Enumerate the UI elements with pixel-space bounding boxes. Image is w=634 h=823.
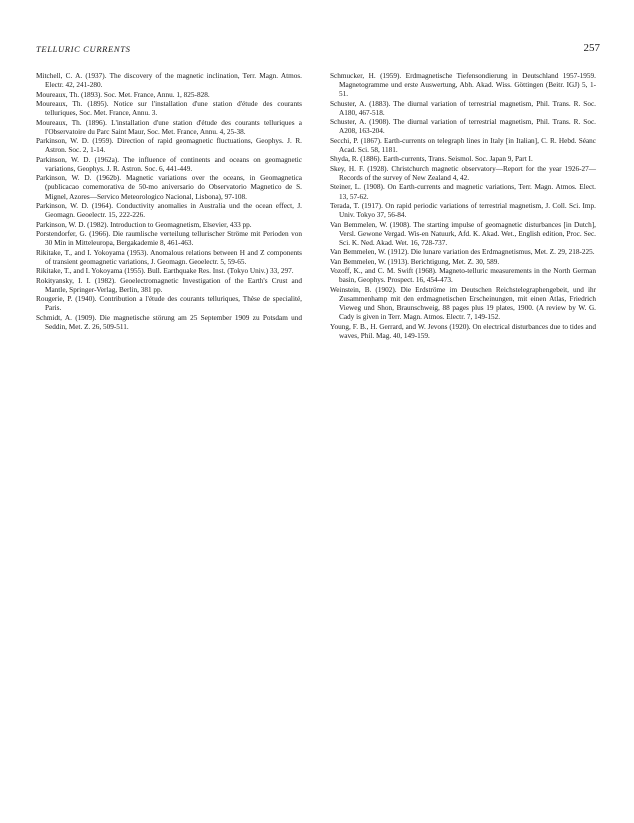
reference-entry: Schuster, A. (1908). The diurnal variation of terrestrial magnetism, Phil. Trans. R. Soc. A208, 163-204. [330,118,596,136]
reference-entry: Van Bemmelen, W. (1912). Die lunare variation des Erdmagnetismus, Met. Z. 29, 218-225. [330,248,595,257]
reference-entry: Schmidt, A. (1909). Die magnetische störung am 25 September 1909 zu Potsdam und Seddin, Met. Z. 26, 509-511. [36,313,302,331]
reference-entry: Van Bemmelen, W. (1908). The starting impulse of geomagnetic disturbances [in Dutch], Versl. Gewone Vergad. Wis-en Natuurk, Afd. K. Akad. Wet., English edition, Proc. Sec. Sci. K. Ned. Akad. Wet. 16, 728-737. [330,220,596,247]
reference-entry: Rikitake, T., and I. Yokoyama (1955). Bull. Earthquake Res. Inst. (Tokyo Univ.) 33, 297. [36,267,294,276]
reference-entry: Parkinson, W. D. (1962b). Magnetic variations over the oceans, in Geomagnetica (publicacao comemorativa de 50-mo aniversario do Observatorio Magnetico de S. Mignel, Azores—Servico Meteorologico Nacional, Lisbona), 97-108. [36,174,302,201]
reference-entry: Young, F. B., H. Gerrard, and W. Jevons (1920). On electrical disturbances due to tides and waves, Phil. Mag. 40, 149-159. [330,322,596,340]
reference-entry: Van Bemmelen, W. (1913). Berichtigung, Met. Z. 30, 589. [330,257,500,266]
reference-entry: Parkinson, W. D. (1962a). The influence of continents and oceans on geomagnetic variations, Geophys. J. R. Astron. Soc. 6, 441-449. [36,155,302,173]
reference-entry: Porstendorfer, G. (1966). Die raumlische verteilung tellurischer Ströme mit Perioden von 30 Min in Mitteleuropa, Bergakademie 8, 461-463. [36,230,302,248]
reference-entry: Weinstein, B. (1902). Die Erdströme im Deutschen Reichstelegraphengebeit, und ihr Zusammenhamp mit den erdmagnetischen Erscheinungen, mit einen Atlas, Friedrich Vieweg und Shon, Braunschweig, 88 pages plus 19 plates, 1900. (A review by W. G. Cady is given in Terr. Magn. Atmos. Electr. 7, 149-152. [330,285,596,322]
reference-entry: Mitchell, C. A. (1937). The discovery of the magnetic inclination, Terr. Magn. Atmos. Electr. 42, 241-280. [36,72,302,90]
reference-entry: Secchi, P. (1867). Earth-currents on telegraph lines in Italy [in Italian], C. R. Hebd. Séanc Acad. Sci. 58, 1181. [330,136,596,154]
reference-entry: Moureaux, Th. (1895). Notice sur l'installation d'une station d'étude des courants telluriques, Soc. Met. France, Annu. 3. [36,100,302,118]
reference-entry: Parkinson, W. D. (1964). Conductivity anomalies in Australia und the ocean effect, J. Geomagn. Geoelectr. 15, 222-226. [36,202,302,220]
reference-entry: Moureaux, Th. (1896). L'installation d'une station d'étude des courants telluriques a l'Observatoire du Parc Saint Maur, Soc. Met. France, Annu. 4, 25-38. [36,118,302,136]
reference-entry: Moureaux, Th. (1893). Soc. Met. France, Annu. 1, 825-828. [36,90,210,99]
page-number: 257 [583,42,600,54]
reference-entry: Rokityansky, I. I. (1982). Geoelectromagnetic Investigation of the Earth's Crust and Mantle, Springer-Verlag, Berlin, 381 pp. [36,276,302,294]
running-head: TELLURIC CURRENTS [36,44,131,54]
reference-entry: Schuster, A. (1883). The diurnal variation of terrestrial magnetism, Phil. Trans. R. Soc. A180, 467-518. [330,99,596,117]
reference-entry: Terada, T. (1917). On rapid periodic variations of terrestrial magnetism, J. Coll. Sci. Imp. Univ. Tokyo 37, 56-84. [330,202,596,220]
reference-entry: Rikitake, T., and I. Yokoyama (1953). Anomalous relations between H and Z components of transient geomagnetic variations, J. Geomagn. Geoelectr. 5, 59-65. [36,248,302,266]
reference-entry: Skey, H. F. (1928). Christchurch magnetic observatory—Report for the year 1926-27—Records of the survey of New Zealand 4, 42. [330,164,596,182]
reference-entry: Parkinson, W. D. (1982). Introduction to Geomagnetism, Elsevier, 433 pp. [36,220,252,229]
reference-entry: Steiner, L. (1908). On Earth-currents and magnetic variations, Terr. Magn. Atmos. Elect. 13, 57-62. [330,183,596,201]
page-header [36,44,600,58]
reference-entry: Parkinson, W. D. (1959). Direction of rapid geomagnetic fluctuations, Geophys. J. R. Astron. Soc. 2, 1-14. [36,137,302,155]
references-left-column [36,72,302,332]
reference-entry: Schmucker, H. (1959). Erdmagnetische Tiefensondierung in Deutschland 1957-1959. Magnetogramme und erste Auswertung, Abh. Akad. Wiss. Göttingen (Beitr. IGJ) 5, 1-51. [330,72,596,99]
reference-entry: Rougerie, P. (1940). Contribution a l'étude des courants telluriques, Thèse de specialité, Paris. [36,295,302,313]
reference-entry: Vozoff, K., and C. M. Swift (1968). Magneto-telluric measurements in the North German basin, Geophys. Prospect. 16, 454-473. [330,267,596,285]
references-right-column [330,72,596,341]
reference-entry: Shyda, R. (1886). Earth-currents, Trans. Seismol. Soc. Japan 9, Part I. [330,155,533,164]
